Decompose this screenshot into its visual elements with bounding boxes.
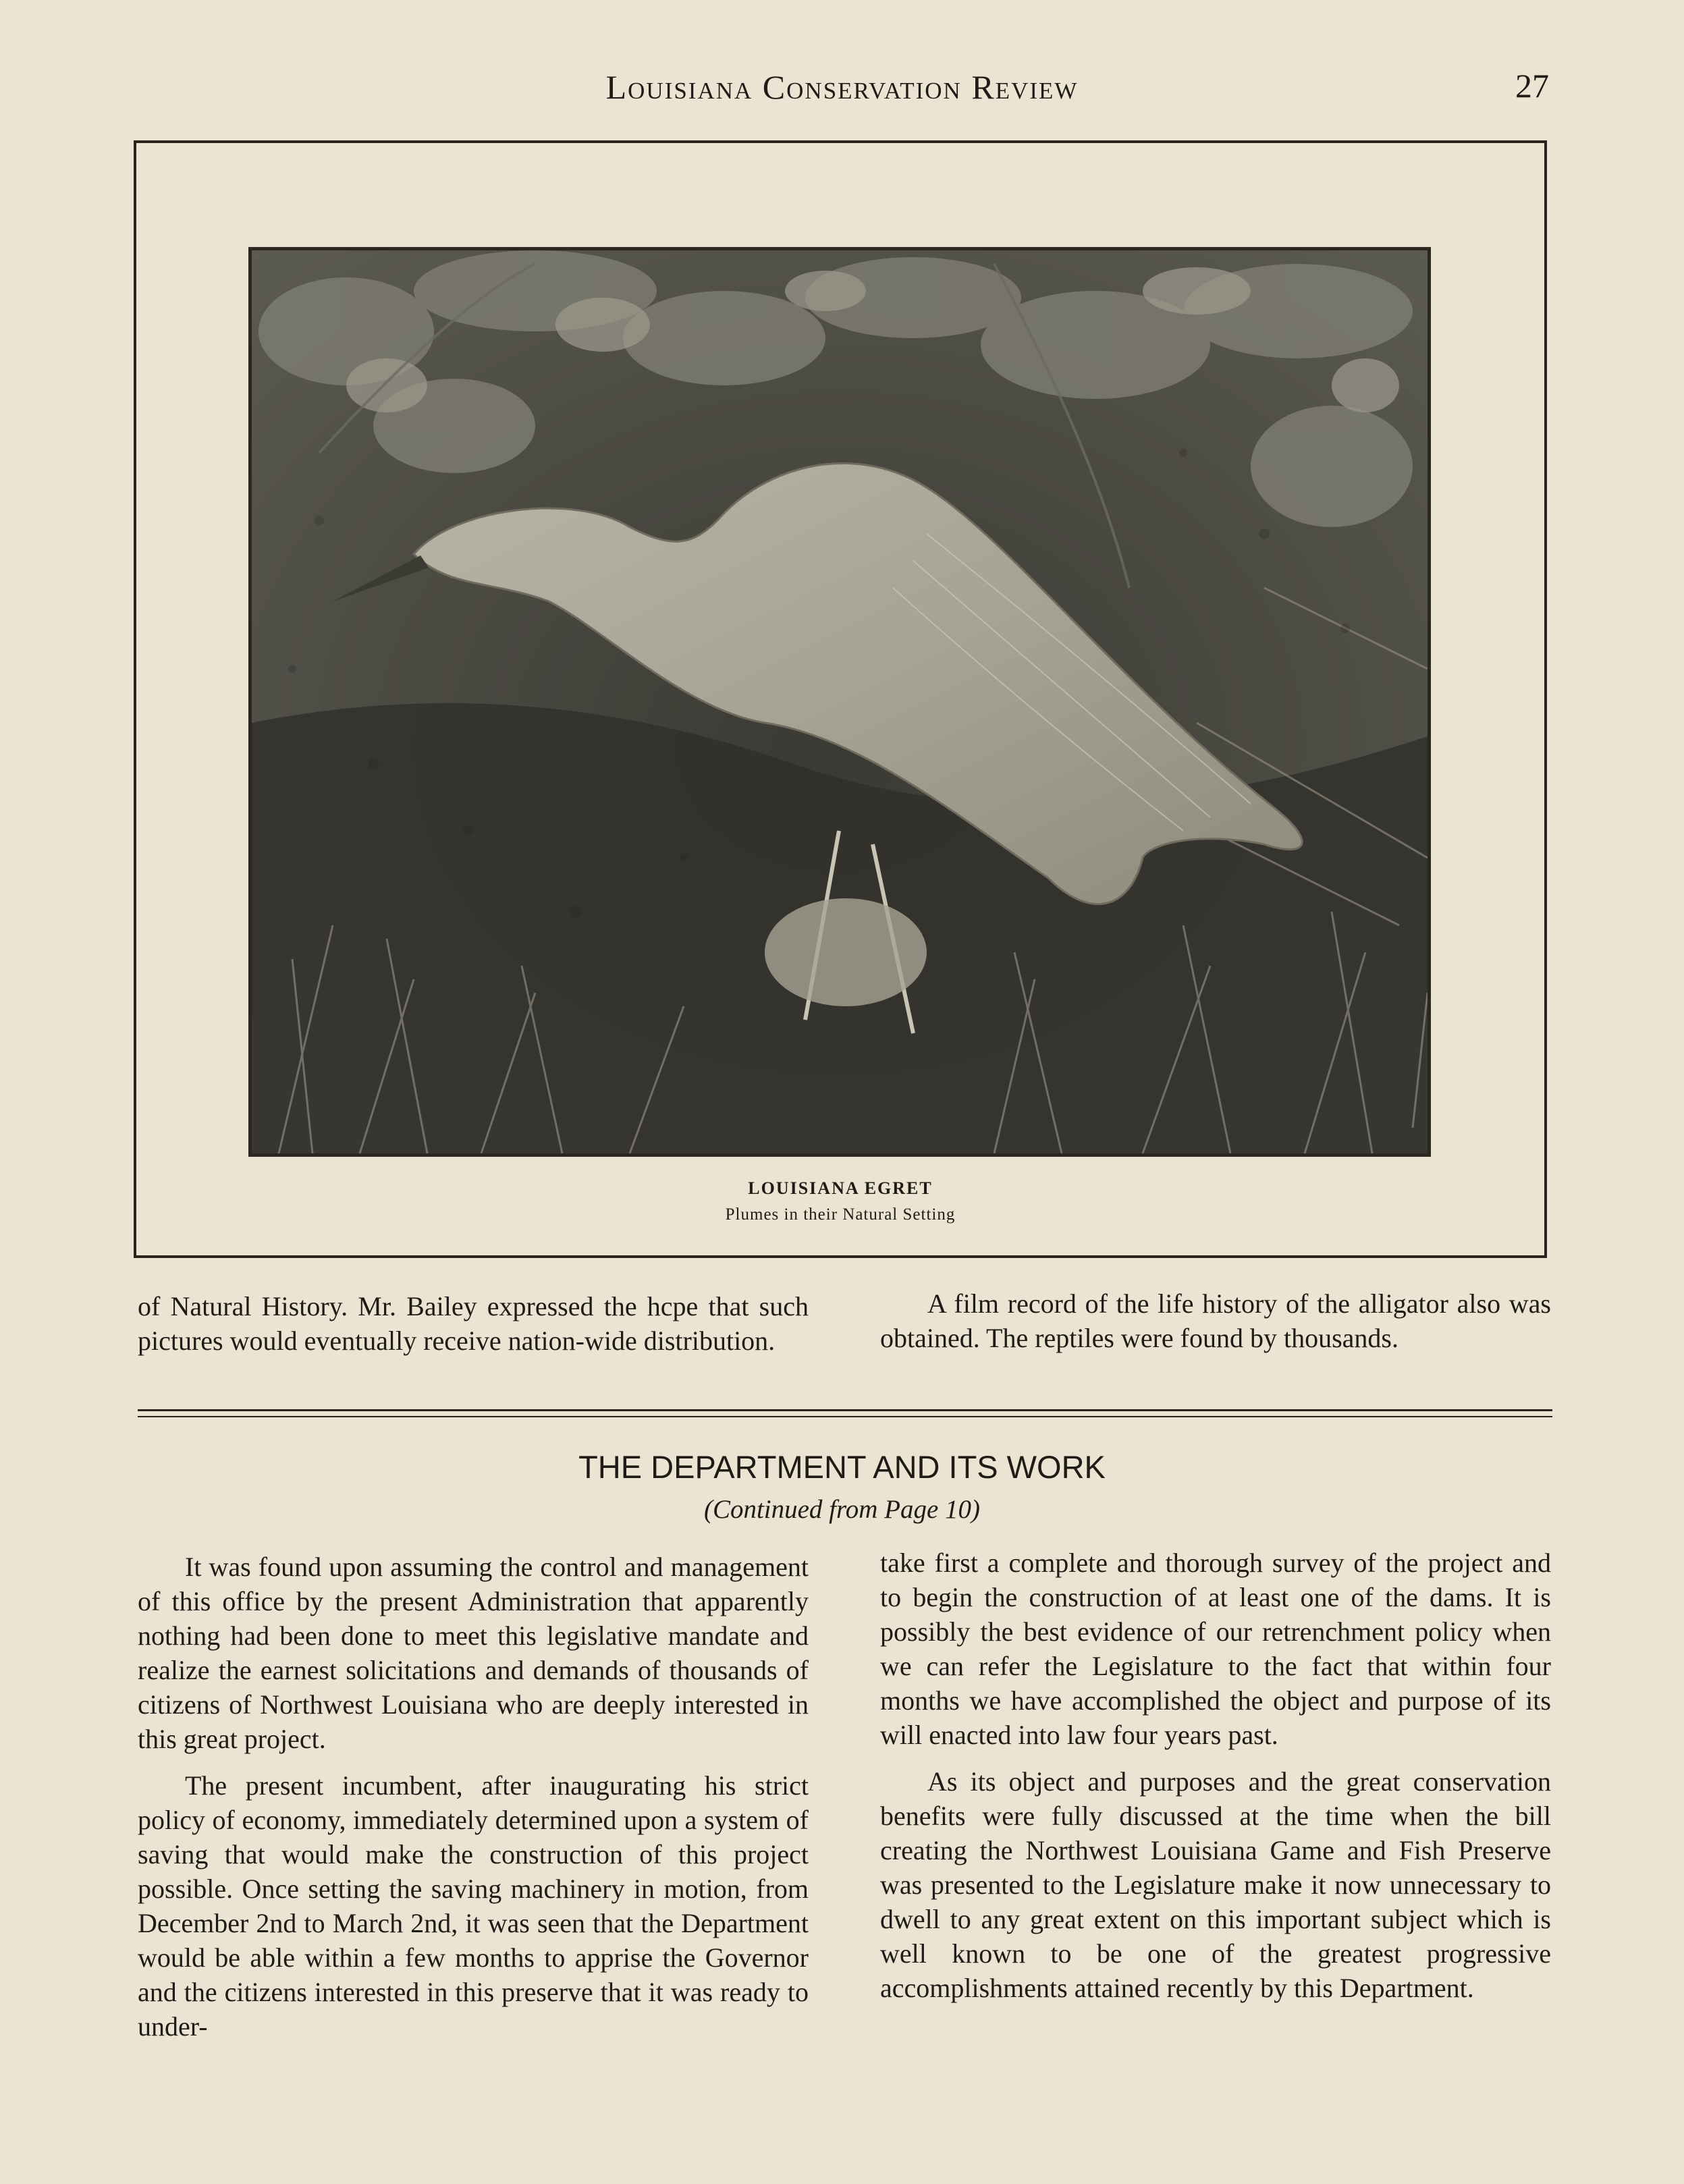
figure-caption-subtitle: Plumes in their Natural Setting xyxy=(725,1205,956,1224)
body-right-paragraph-2: As its object and purposes and the great conservation benefits were fully discussed at the time when the bill creating the Northwest Louisiana Game and Fish Preserve was presented to the Legislature make it now unnecessary to dwell to any great extent on this important subject which is well known to be one of the greatest progressive accomplishments attained recently by this Department. xyxy=(880,1766,1551,2003)
body-left-column xyxy=(138,1550,809,2056)
figure-caption-title: LOUISIANA EGRET xyxy=(748,1178,933,1198)
section-title: THE DEPARTMENT AND ITS WORK xyxy=(578,1449,1106,1485)
upper-right-column xyxy=(880,1286,1551,1367)
upper-left-column xyxy=(138,1289,809,1370)
section-subtitle: (Continued from Page 10) xyxy=(703,1495,981,1524)
figure-frame xyxy=(134,140,1547,1258)
upper-left-paragraph: of Natural History. Mr. Bailey expressed the hcpe that such pictures would eventually receive nation-wide distribution. xyxy=(138,1291,809,1356)
body-right-paragraph-1: take first a complete and thorough survey of the project and to begin the construction of at least one of the dams. It is possibly the best evidence of our retrenchment policy when we can refer the Legislature to the fact that within four months we have accomplished the object and purpose of its will enacted into law four years past. xyxy=(880,1548,1551,1750)
section-divider-top xyxy=(138,1409,1552,1411)
page-number: 27 xyxy=(1515,67,1549,105)
body-left-paragraph-1: It was found upon assuming the control and management of this office by the present Administration that apparently nothing had been done to meet this legislative mandate and realize the earnest solicitations and demands of thousands of citizens of Northwest Louisiana who are deeply interested in this great project. xyxy=(138,1552,809,1754)
egret-photo xyxy=(248,247,1431,1157)
section-divider-bottom xyxy=(138,1416,1552,1417)
body-right-column xyxy=(880,1546,1551,2017)
running-header-title: Louisiana Conservation Review xyxy=(605,68,1079,106)
body-left-paragraph-2: The present incumbent, after inaugurating his strict policy of economy, immediately determined upon a system of saving that would make the construction of this project possible. Once setting the saving machinery in motion, from December 2nd to March 2nd, it was seen that the Department would be able within a few months to apprise the Governor and the citizens interested in this preserve that it was ready to under- xyxy=(138,1770,809,2042)
upper-right-paragraph: A film record of the life history of the alligator also was obtained. The reptiles were found by thousands. xyxy=(880,1288,1551,1353)
